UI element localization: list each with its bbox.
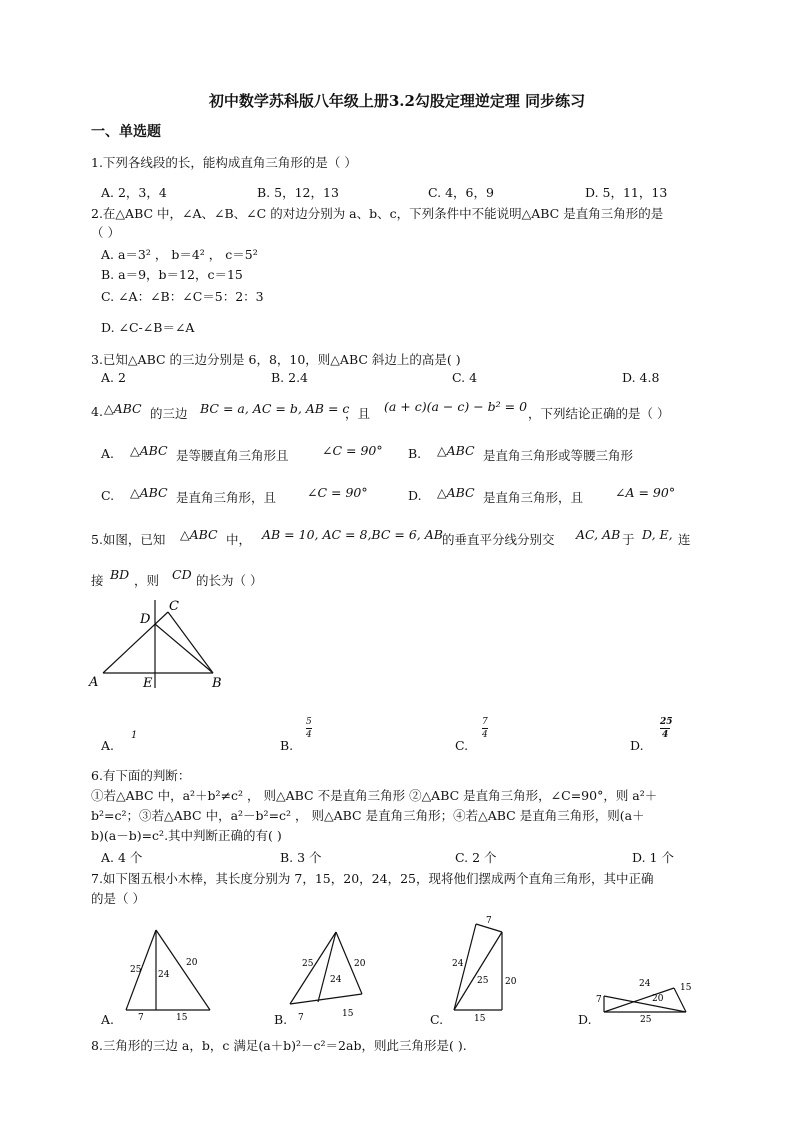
q7-figure-a	[118, 922, 218, 1025]
q5-option-c[interactable]: C.	[455, 738, 469, 753]
question-1-stem: 1.下列各线段的长，能构成直角三角形的是（ ）	[91, 155, 357, 170]
question-6-line-4: b)(a－b)=c².其中判断正确的有( )	[91, 828, 282, 843]
q4-math-sides: BC = a, AC = b, AB = c	[200, 401, 350, 416]
q4-option-c-label[interactable]: C.	[101, 488, 115, 503]
q3-option-c[interactable]: C. 4	[452, 370, 478, 385]
q7-option-c[interactable]: C.	[430, 1012, 444, 1027]
label-15: 15	[474, 1014, 486, 1022]
label-25: 25	[477, 976, 489, 986]
question-6-line-3: b²=c²；③若△ABC 中，a²－b²=c² ， 则△ABC 是直角三角形；④若△ABC 是直角三角形，则(a＋	[91, 808, 645, 823]
question-2-stem: 2.在△ABC 中，∠A、∠B、∠C 的对边分别为 a、b、c，下列条件中不能说明△ABC 是直角三角形的是	[91, 206, 664, 221]
question-2-paren: （ ）	[91, 225, 120, 240]
q5-text-7: ，则	[134, 573, 160, 588]
label-24: 24	[330, 975, 342, 985]
q5-figure	[88, 596, 228, 699]
stick-25	[454, 932, 502, 1010]
q2-option-b[interactable]: B. a＝9，b＝12，c＝15	[101, 267, 243, 282]
q7-option-a[interactable]: A.	[101, 1012, 115, 1027]
q5-text-4: 于	[622, 532, 635, 547]
q5-text-6: 接	[91, 573, 104, 588]
q4-option-a-label[interactable]: A.	[101, 446, 115, 461]
q1-option-b[interactable]: B. 5，12，13	[257, 185, 339, 200]
label-15: 15	[342, 1009, 354, 1019]
label-7: 7	[298, 1013, 304, 1022]
q4-option-a-math-1: △ABC	[130, 443, 168, 458]
q4-option-a-math-2: ∠C = 90°	[322, 443, 383, 458]
label-15: 15	[680, 983, 692, 993]
label-c: C	[169, 599, 179, 614]
q4-math-condition: (a + c)(a − c) − b² = 0	[384, 399, 528, 414]
q1-option-d[interactable]: D. 5，11，13	[585, 185, 668, 200]
stick-20	[604, 988, 674, 1012]
q6-option-c[interactable]: C. 2 个	[455, 850, 497, 865]
q7-figure-b	[284, 922, 374, 1025]
q2-option-c[interactable]: C. ∠A：∠B：∠C＝5：2：3	[101, 289, 264, 304]
q5-option-b-bar	[306, 728, 312, 729]
question-8-stem: 8.三角形的三边 a，b，c 满足(a＋b)²－c²＝2ab，则此三角形是( ).	[91, 1038, 467, 1053]
q3-option-b[interactable]: B. 2.4	[271, 370, 309, 385]
q4-option-b-text[interactable]: 是直角三角形或等腰三角形	[483, 448, 634, 463]
segment-ac	[103, 612, 168, 673]
q3-option-d[interactable]: D. 4.8	[622, 370, 660, 385]
label-25: 25	[640, 1015, 652, 1025]
label-d: D	[140, 612, 151, 627]
q4-text-2: ，且	[345, 406, 371, 421]
q4-option-d-math-2: ∠A = 90°	[615, 485, 676, 500]
q5-math-de: D, E,	[642, 527, 673, 542]
q4-option-d-text[interactable]: 是直角三角形，且	[483, 490, 584, 505]
q5-option-d-bar	[660, 728, 670, 729]
q5-text-3: 的垂直平分线分别交	[442, 532, 555, 547]
q7-option-d[interactable]: D.	[578, 1012, 592, 1027]
label-24: 24	[452, 959, 464, 969]
q5-math-acab: AC, AB	[576, 527, 621, 542]
q1-option-c[interactable]: C. 4，6，9	[428, 185, 494, 200]
q4-option-a-text[interactable]: 是等腰直角三角形且	[176, 448, 289, 463]
stick-base	[290, 994, 362, 1004]
page-title: 初中数学苏科版八年级上册3.2勾股定理逆定理 同步练习	[208, 92, 586, 110]
q5-math-bd: BD	[110, 567, 130, 582]
q2-option-a[interactable]: A. a＝3² ， b＝4² ， c＝5²	[101, 247, 258, 262]
stick-24	[318, 932, 336, 1002]
label-15: 15	[176, 1013, 188, 1022]
q2-option-d[interactable]: D. ∠C-∠B＝∠A	[101, 320, 195, 335]
label-7: 7	[138, 1013, 144, 1022]
q5-option-b[interactable]: B.	[280, 738, 294, 753]
q5-option-c-bar	[482, 728, 488, 729]
q3-option-a[interactable]: A. 2	[101, 370, 126, 385]
label-20: 20	[652, 994, 664, 1004]
q4-text-1: 的三边	[150, 406, 188, 421]
q5-text-2: 中，	[226, 532, 252, 547]
q6-option-d[interactable]: D. 1 个	[632, 850, 674, 865]
q5-option-d[interactable]: D.	[630, 738, 644, 753]
question-7-line-2: 的是（ ）	[91, 891, 145, 906]
label-24: 24	[158, 970, 170, 980]
question-6-line-1: 6.有下面的判断：	[91, 768, 191, 783]
q4-option-c-math-1: △ABC	[130, 485, 168, 500]
label-20: 20	[354, 959, 366, 969]
q5-text-8: 的长为（ ）	[196, 573, 263, 588]
question-5-text-1: 5.如图，已知	[91, 532, 166, 547]
q5-text-5: 连	[678, 532, 691, 547]
label-e: E	[143, 676, 153, 691]
q7-option-b[interactable]: B.	[274, 1012, 288, 1027]
label-24: 24	[639, 979, 651, 989]
q5-option-a-value: 1	[131, 730, 138, 741]
q4-option-d-math-1: △ABC	[437, 485, 475, 500]
q5-math-lengths: AB = 10, AC = 8,BC = 6, AB	[262, 527, 443, 542]
label-20: 20	[505, 977, 517, 987]
q7-figure-d	[594, 966, 704, 1029]
question-4-num: 4.	[91, 404, 103, 419]
q4-math-triangle: △ABC	[104, 401, 142, 416]
question-7-line-1: 7.如下图五根小木棒，其长度分别为 7，15，20，24，25，现将他们摆成两个直角三角形，其中正确	[91, 871, 654, 886]
q4-text-3: ，下列结论正确的是（ ）	[528, 406, 670, 421]
q6-option-a[interactable]: A. 4 个	[101, 850, 143, 865]
q5-math-triangle: △ABC	[180, 527, 218, 542]
segment-db	[155, 624, 213, 673]
question-6-line-2: ①若△ABC 中，a²＋b²≠c² ， 则△ABC 不是直角三角形 ②△ABC 是直角三角形，∠C=90°，则 a²＋	[91, 788, 658, 803]
label-25: 25	[302, 959, 314, 969]
label-7: 7	[486, 916, 492, 926]
q4-option-b-label[interactable]: B.	[408, 446, 422, 461]
q5-option-d-den: 4	[662, 730, 669, 740]
section-heading: 一、单选题	[91, 124, 161, 140]
q1-option-a[interactable]: A. 2，3，4	[101, 185, 167, 200]
label-a: A	[89, 675, 99, 690]
q4-option-c-text[interactable]: 是直角三角形，且	[176, 490, 277, 505]
q5-math-cd: CD	[172, 567, 192, 582]
q5-option-c-num: 7	[482, 717, 488, 727]
q4-option-b-math: △ABC	[437, 443, 475, 458]
q5-option-b-num: 5	[306, 717, 312, 727]
question-3-stem: 3.已知△ABC 的三边分别是 6，8，10，则△ABC 斜边上的高是( )	[91, 352, 461, 367]
label-25: 25	[130, 965, 142, 975]
q5-option-c-den: 4	[482, 730, 488, 740]
q5-option-d-num: 25	[660, 717, 673, 727]
q5-option-a[interactable]: A.	[101, 738, 115, 753]
label-20: 20	[186, 958, 198, 968]
q7-figure-c	[444, 912, 524, 1025]
label-7: 7	[596, 995, 602, 1005]
q6-option-b[interactable]: B. 3 个	[280, 850, 322, 865]
q4-option-c-math-2: ∠C = 90°	[307, 485, 368, 500]
label-b: B	[212, 676, 222, 691]
segment-cb	[168, 612, 213, 673]
q4-option-d-label[interactable]: D.	[408, 488, 422, 503]
q5-option-b-den: 4	[306, 730, 312, 740]
